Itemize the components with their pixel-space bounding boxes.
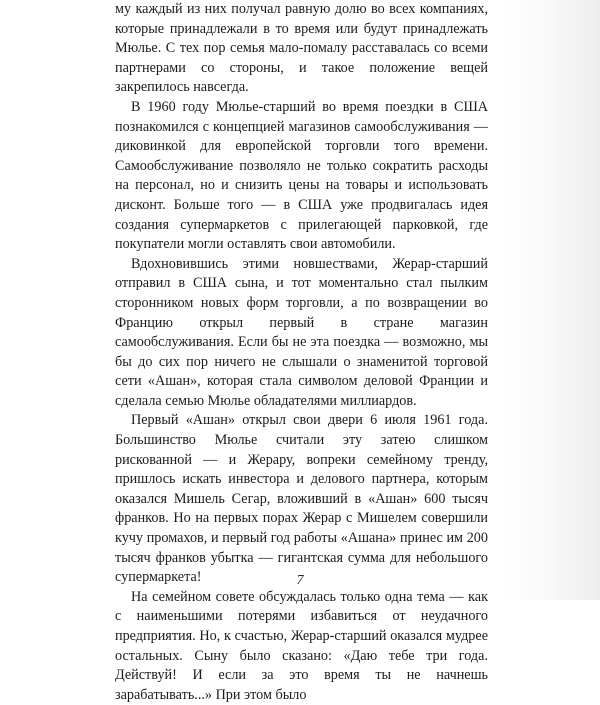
page-number: 7	[296, 573, 304, 588]
paragraph-4: Первый «Ашан» открыл свои двери 6 июля 1961 года. Большинство Мюлье считали эту затею слишком рискованной — и Жерару, вопреки семейному тренду, пришлось искать инвестора и делового партнера, которым оказался Мишель Сегар, вложивший в «Ашан» 600 тысяч франков. Но на первых порах Жерар с Мишелем совершили кучу промахов, и первый год работы «Ашана» принес им 200 тысяч франков убытка — гигантская сумма для небольшого супермаркета!	[115, 412, 488, 586]
paragraph-3: Вдохновившись этими новшествами, Жерар-старший отправил в США сына, и тот моментально стал пылким сторонником новых форм торговли, а по возвращении во Францию открыл первый в стране магазин самообслуживания. Если бы не эта поездка — возможно, мы бы до сих пор ничего не слышали о знаменитой торговой сети «Ашан», которая стала символом деловой Франции и сделала семью Мюлье обладателями миллиардов.	[115, 255, 488, 409]
paragraph-2: В 1960 году Мюлье-старший во время поездки в США познакомился с концепцией магазинов самообслуживания — диковинкой для европейской торговли того времени. Самообслуживание позволяло не только сократить расходы на персонал, но и снизить цены на товары и использовать дисконт. Больше того — в США уже продвигалась идея создания супермаркетов с прилегающей парковкой, где покупатели могли оставлять свои автомобили.	[115, 98, 488, 253]
paragraph-1: му каждый из них получал равную долю во всех компаниях, которые принадлежали в то время или будут принадлежать Мюлье. С тех пор семья мало-помалу расставалась со всеми партнерами со стороны, и такое положение вещей закрепилось навсегда.	[115, 1, 488, 96]
paragraph-5: На семейном совете обсуждалась только одна тема — как с наименьшими потерями избавиться от неудачного предприятия. Но, к счастью, Жерар-старший оказался мудрее остальных. Сыну было сказано: «Даю тебе три года. Действуй! И если за это время ты не начнешь зарабатывать...» При этом было	[115, 588, 488, 703]
page-edge-shadow	[504, 0, 600, 600]
body-text	[115, 0, 488, 705]
